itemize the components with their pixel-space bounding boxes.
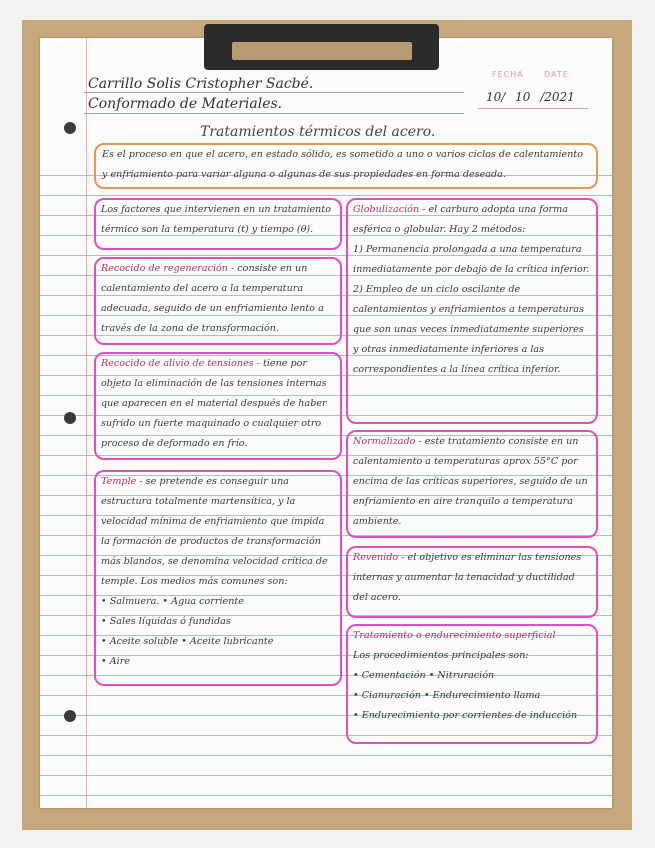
rev-heading: Revenido	[353, 552, 399, 563]
course-name: Conformado de Materiales.	[88, 96, 283, 112]
rev-text	[348, 548, 596, 608]
temple-body: - se pretende es conseguir una estructura totalmente martensítica, y la velocidad mínima de enfriamiento que impida la formación de productos de transformación más blandos, se denomina velocidad crítica de temple. Los medios más comunes son:	[101, 476, 328, 587]
globulizacion-box	[346, 198, 598, 424]
norm-body: - este tratamiento consiste en un calentamiento a temperaturas aprox 55°C por encima de las críticas superiores, seguido de un enfriamiento en aire tranquilo a temperatura ambiente.	[353, 436, 588, 527]
sup-heading-text: Tratamiento o endurecimiento superficial	[353, 630, 556, 641]
clipboard-clip-plate	[232, 42, 412, 60]
sup-heading	[348, 626, 596, 646]
glob-item-2: 2) Empleo de un ciclo oscilante de calentamientos y enfriamientos a temperaturas que son unas veces inmediatamente superiores y otras inmediatamente inferiores a las correspondientes a la línea crítica inferior.	[353, 284, 584, 375]
glob-text	[348, 200, 596, 240]
regeneracion-box	[94, 257, 342, 345]
glob-item-1: 1) Permanencia prolongada a una temperatura inmediatamente por debajo de la crítica inferior.	[353, 244, 590, 275]
alivio-box	[94, 352, 342, 460]
regeneracion-text	[96, 259, 340, 339]
binder-hole	[64, 710, 76, 722]
sup-item: • Cianuración • Endurecimiento llama	[353, 690, 541, 701]
temple-box	[94, 470, 342, 686]
sup-item: • Endurecimiento por corrientes de inducción	[353, 710, 578, 721]
norm-text	[348, 432, 596, 532]
glob-body: - el carburo adopta una forma esférica o globular. Hay 2 métodos:	[353, 204, 568, 235]
binder-hole	[64, 122, 76, 134]
name-rule	[84, 92, 464, 93]
date-rule	[478, 108, 588, 109]
normalizado-box	[346, 430, 598, 538]
page-title: Tratamientos térmicos del acero.	[200, 124, 436, 140]
intro-box	[94, 143, 598, 189]
temple-item: • Aceite soluble • Aceite lubricante	[101, 636, 274, 647]
regeneracion-body: - consiste en un calentamiento del acero a la temperatura adecuada, seguido de un enfriamiento lento a través de la zona de transformación.	[101, 263, 324, 334]
glob-heading: Globulización	[353, 204, 420, 215]
factors-text: Los factores que intervienen en un tratamiento térmico son la temperatura (t) y tiempo (θ).	[101, 204, 331, 235]
norm-heading: Normalizado	[353, 436, 416, 447]
margin-line	[86, 38, 87, 808]
regeneracion-heading: Recocido de regeneración	[101, 263, 228, 274]
date-label: DATE	[544, 70, 569, 79]
sup-body: Los procedimientos principales son:	[353, 650, 529, 661]
temple-heading: Temple	[101, 476, 137, 487]
intro-text: Es el proceso en que el acero, en estado sólido, es sometido a uno o varios ciclos de calentamiento y enfriamiento para variar alguna o algunas de sus propiedades en forma deseada.	[102, 149, 584, 180]
temple-text	[96, 472, 340, 592]
sup-list	[348, 666, 596, 726]
temple-item: • Aire	[101, 656, 130, 667]
temple-list	[96, 592, 340, 672]
alivio-text	[96, 354, 340, 454]
alivio-heading: Recocido de alivio de tensiones	[101, 358, 254, 369]
temple-item: • Salmuera. • Agua corriente	[101, 596, 244, 607]
date-value: 10/ 10 /2021	[486, 90, 575, 104]
binder-hole	[64, 412, 76, 424]
alivio-body: - tiene por objeto la eliminación de las tensiones internas que aparecen en el material después de haber sufrido un fuerte maquinado o cualquier otro proceso de deformado en frío.	[101, 358, 327, 449]
temple-item: • Sales líquidas ó fundidas	[101, 616, 231, 627]
fecha-label: FECHA	[492, 70, 524, 79]
course-rule	[84, 113, 464, 114]
factors-box	[94, 198, 342, 250]
sup-item: • Cementación • Nitruración	[353, 670, 495, 681]
revenido-box	[346, 546, 598, 618]
rev-body: - el objetivo es eliminar las tensiones internas y aumentar la tenacidad y ductilidad del acero.	[353, 552, 582, 603]
student-name: Carrillo Solis Cristopher Sacbé.	[88, 76, 314, 92]
superficial-box	[346, 624, 598, 744]
